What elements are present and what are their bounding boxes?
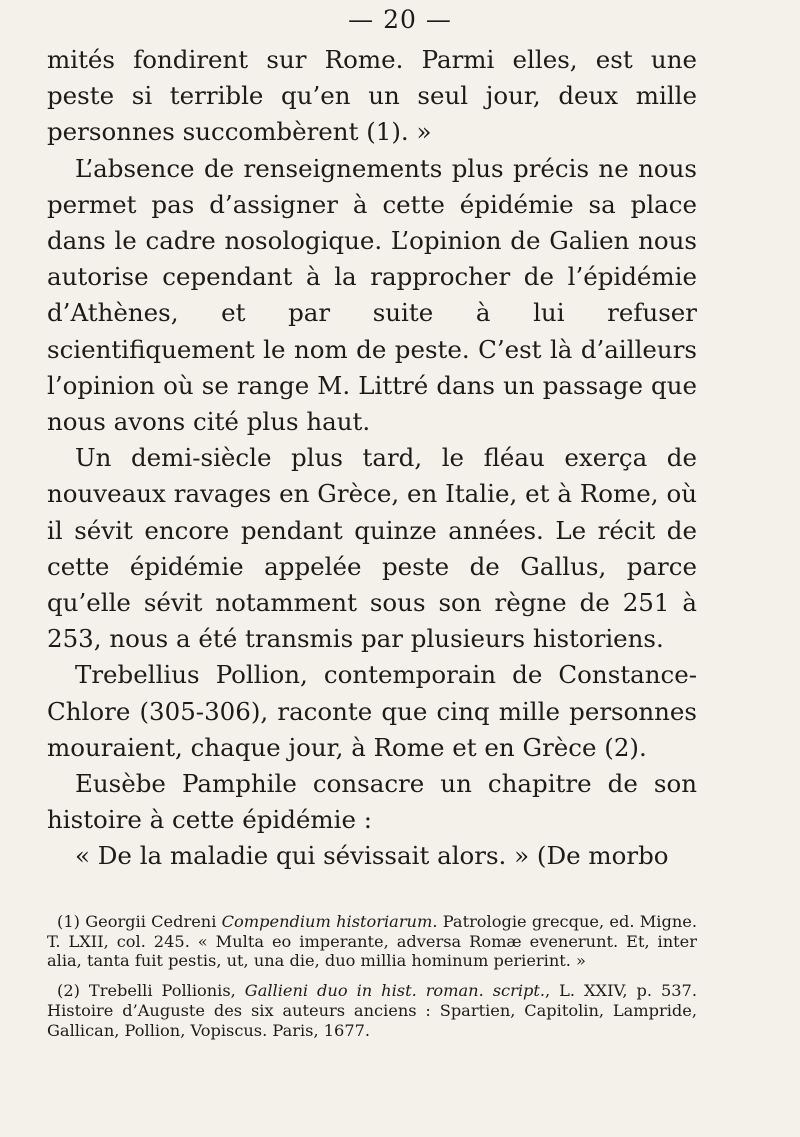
- footnote-1-rest: . Patrologie grecque, ed. Migne. T. LXII, col. 245. « Multa eo imperante, adversa Romæ evenerunt. Et, inter alia, tanta fuit pestis, ut, una die, duo millia hominum perierint. »: [47, 912, 697, 971]
- page-number: — 20 —: [348, 5, 452, 34]
- paragraph-3: Un demi-siècle plus tard, le fléau exerça de nouveaux ravages en Grèce, en Italie, et à Rome, où il sévit encore pendant quinze années. Le récit de cette épidémie appelée peste de Gallus, parce qu’elle sévit notamment sous son règne de 251 à 253, nous a été transmis par plusieurs historiens.: [47, 443, 697, 654]
- footnotes: [47, 912, 697, 1050]
- footnote-1-title: Compendium historiarum: [221, 912, 433, 931]
- paragraph-6: « De la maladie qui sévissait alors. » (De morbo: [75, 841, 669, 871]
- footnote-1-text: (1) Georgii Cedreni: [57, 912, 222, 931]
- footnote-1: [47, 912, 697, 971]
- main-text: [47, 42, 697, 875]
- paragraph-1: mités fondirent sur Rome. Parmi elles, est une peste si terrible qu’en un seul jour, deux mille personnes succombèrent (1). »: [47, 45, 697, 147]
- footnote-2: [47, 981, 697, 1040]
- paragraph-5: Eusèbe Pamphile consacre un chapitre de son histoire à cette épidémie :: [47, 769, 697, 835]
- paragraph-4: Trebellius Pollion, contemporain de Constance-Chlore (305-306), raconte que cinq mille personnes mouraient, chaque jour, à Rome et en Grèce (2).: [47, 660, 697, 762]
- paragraph-2: L’absence de renseignements plus précis ne nous permet pas d’assigner à cette épidémie sa place dans le cadre nosologique. L’opinion de Galien nous autorise cependant à la rapprocher de l’épidémie d’Athènes, et par suite à lui refuser scientifiquement le nom de peste. C’est là d’ailleurs l’opinion où se range M. Littré dans un passage que nous avons cité plus haut.: [47, 153, 697, 437]
- footnote-2-rest: , L. XXIV, p. 537. Histoire d’Auguste des six auteurs anciens : Spartien, Capitolin, Lampride, Gallican, Pollion, Vopiscus. Paris, 1677.: [47, 981, 697, 1040]
- footnote-2-text: (2) Trebelli Pollionis,: [57, 981, 245, 1001]
- footnote-2-title: Gallieni duo in hist. roman. script.: [244, 981, 546, 1001]
